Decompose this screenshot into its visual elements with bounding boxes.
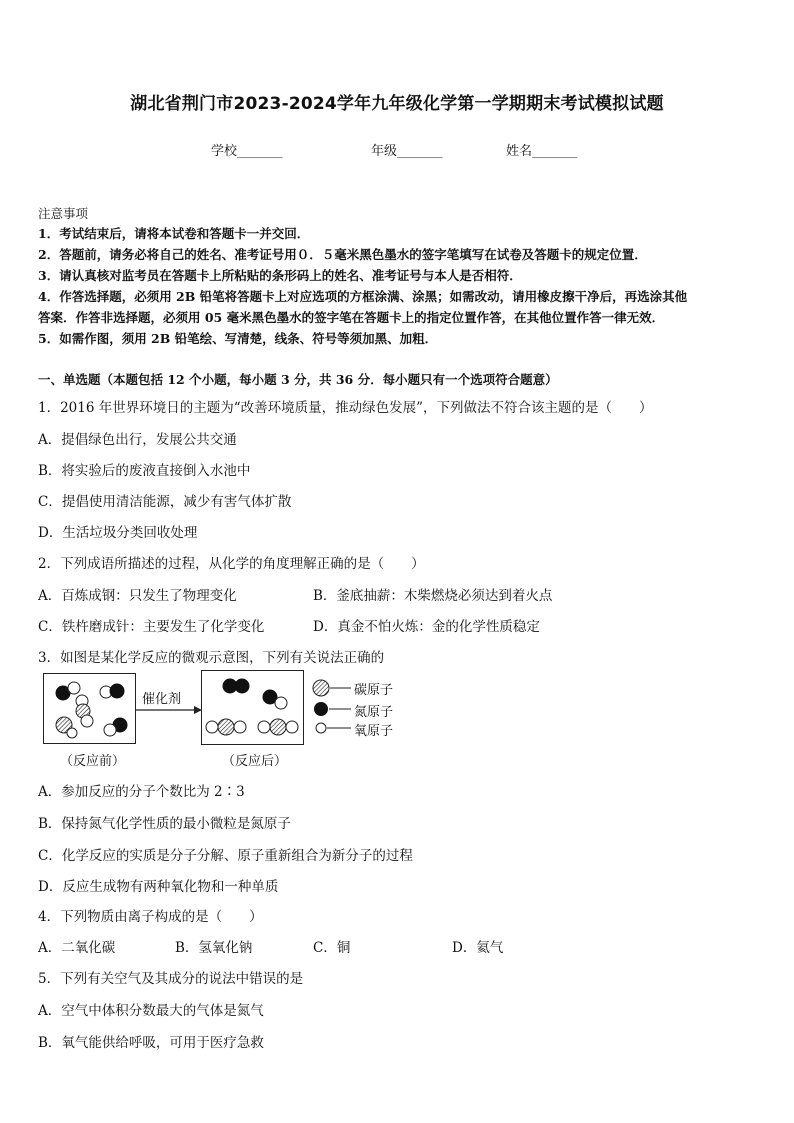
name-field: 姓名_______	[506, 144, 578, 159]
q5-stem: 5．下列有关空气及其成分的说法中错误的是	[38, 971, 304, 987]
q2-stem: 2．下列成语所描述的过程，从化学的角度理解正确的是（ ）	[38, 556, 425, 572]
grade-field: 年级_______	[371, 144, 443, 159]
q4-option-d: D．氦气	[452, 940, 504, 956]
q1-option-b: B．将实验后的废液直接倒入水池中	[38, 463, 251, 479]
q2-option-b: B．釜底抽薪：木柴燃烧必须达到着火点	[313, 588, 553, 604]
legend-carbon: 碳原子	[354, 683, 394, 698]
q3-stem: 3．如图是某化学反应的微观示意图，下列有关说法正确的	[38, 650, 385, 666]
catalyst-label: 催化剂	[142, 692, 182, 707]
legend-symbols	[311, 678, 353, 738]
legend-nitrogen: 氮原子	[354, 705, 394, 720]
after-molecules	[201, 670, 306, 747]
q3-option-d: D．反应生成物有两种氧化物和一种单质	[38, 879, 279, 895]
q4-stem: 4．下列物质由离子构成的是（ ）	[38, 909, 263, 925]
legend-oxygen: 氧原子	[354, 724, 394, 739]
q2-option-d: D．真金不怕火炼：金的化学性质稳定	[313, 619, 540, 635]
q3-option-a: A．参加反应的分子个数比为 2∶3	[38, 784, 245, 800]
school-field: 学校_______	[211, 144, 283, 159]
q4-option-b: B．氢氧化钠	[175, 940, 253, 956]
notice-item-4-cont: 答案．作答非选择题，必须用 05 毫米黑色墨水的签字笔在答题卡上的指定位置作答，在其他位置作答一律无效．	[38, 310, 665, 325]
before-molecules	[43, 673, 138, 746]
reaction-arrow	[134, 704, 204, 716]
q5-option-a: A．空气中体积分数最大的气体是氮气	[38, 1003, 264, 1019]
q3-option-b: B．保持氮气化学性质的最小微粒是氮原子	[38, 816, 291, 832]
q3-option-c: C．化学反应的实质是分子分解、原子重新组合为新分子的过程	[38, 848, 413, 864]
notice-item-4: 4．作答选择题，必须用 2B 铅笔将答题卡上对应选项的方框涂满、涂黑；如需改动，请用橡皮擦干净后，再选涂其他	[38, 289, 688, 304]
before-caption: （反应前）	[60, 754, 126, 769]
q4-option-c: C．铜	[313, 940, 351, 956]
q2-option-c: C．铁杵磨成针：主要发生了化学变化	[38, 619, 265, 635]
q5-option-b: B．氧气能供给呼吸，可用于医疗急救	[38, 1035, 264, 1051]
notice-item-2: 2．答题前，请务必将自己的姓名、准考证号用０．５毫米黑色墨水的签字笔填写在试卷及答题卡的规定位置．	[38, 247, 647, 262]
section-heading: 一、单选题（本题包括 12 个小题，每小题 3 分，共 36 分．每小题只有一个选项符合题意）	[38, 372, 558, 387]
notice-item-1: 1．考试结束后，请将本试卷和答题卡一并交回．	[38, 226, 310, 241]
notice-item-5: 5．如需作图，须用 2B 铅笔绘、写清楚，线条、符号等须加黑、加粗．	[38, 331, 438, 346]
notice-heading: 注意事项	[38, 206, 89, 221]
q1-option-d: D．生活垃圾分类回收处理	[38, 525, 198, 541]
q1-option-c: C．提倡使用清洁能源，减少有害气体扩散	[38, 494, 292, 510]
q1-stem: 1．2016 年世界环境日的主题为“改善环境质量，推动绿色发展”，下列做法不符合该主题的是（ ）	[38, 400, 653, 416]
q4-option-a: A．二氧化碳	[38, 940, 116, 956]
q2-option-a: A．百炼成钢：只发生了物理变化	[38, 588, 237, 604]
after-caption: （反应后）	[222, 754, 288, 769]
page-title: 湖北省荆门市2023-2024学年九年级化学第一学期期末考试模拟试题	[130, 94, 664, 114]
q1-option-a: A．提倡绿色出行，发展公共交通	[38, 432, 237, 448]
notice-item-3: 3．请认真核对监考员在答题卡上所粘贴的条形码上的姓名、准考证号与本人是否相符．	[38, 268, 522, 283]
